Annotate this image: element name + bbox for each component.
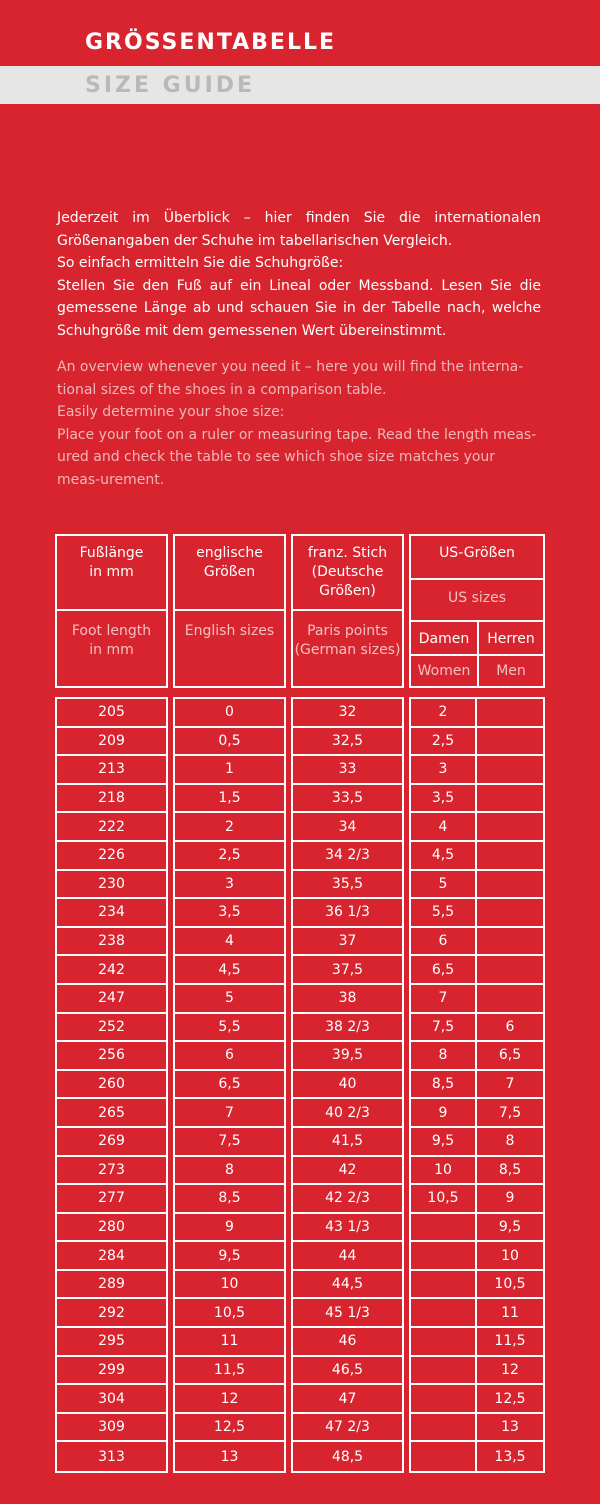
table-cell: 40 xyxy=(293,1071,402,1100)
table-cell: 299 xyxy=(57,1357,166,1386)
table-cell-men: 8 xyxy=(505,1133,515,1150)
table-row xyxy=(411,1014,543,1043)
table-cell: 295 xyxy=(57,1328,166,1357)
table-cell: 238 xyxy=(57,928,166,957)
table-row xyxy=(411,1157,543,1186)
header-label: US sizes xyxy=(447,590,507,606)
table-cell-men xyxy=(477,985,543,1012)
table-row xyxy=(411,1242,543,1271)
table-cell: 260 xyxy=(57,1071,166,1100)
table-cell: 289 xyxy=(57,1271,166,1300)
table-cell: 292 xyxy=(57,1299,166,1328)
header-label: Fußlänge xyxy=(79,545,144,561)
header-label: (Deutsche xyxy=(311,564,384,580)
table-row xyxy=(411,928,543,957)
table-row xyxy=(411,813,543,842)
table-cell: 34 2/3 xyxy=(293,842,402,871)
table-row xyxy=(411,1385,543,1414)
table-cell: 8,5 xyxy=(175,1185,284,1214)
header-label: Herren xyxy=(487,631,535,647)
table-cell: 5,5 xyxy=(175,1014,284,1043)
table-cell: 252 xyxy=(57,1014,166,1043)
table-cell: 42 2/3 xyxy=(293,1185,402,1214)
table-cell: 34 xyxy=(293,813,402,842)
table-cell: 35,5 xyxy=(293,871,402,900)
table-cell-women xyxy=(411,1242,477,1269)
header-label: Paris points xyxy=(307,623,388,639)
table-cell-women: 7 xyxy=(411,985,477,1012)
header-label: in mm xyxy=(89,564,134,580)
table-cell-men: 10,5 xyxy=(494,1276,526,1293)
table-row xyxy=(411,1042,543,1071)
table-row xyxy=(411,985,543,1014)
table-cell-men: 9,5 xyxy=(498,1218,522,1235)
table-cell: 209 xyxy=(57,728,166,757)
header-label: in mm xyxy=(89,642,134,658)
table-row xyxy=(411,1357,543,1386)
table-cell-men xyxy=(477,756,543,783)
table-cell: 32 xyxy=(293,699,402,728)
column-us-sizes xyxy=(409,697,545,1473)
page-title: GRÖSSENTABELLE xyxy=(85,30,337,55)
table-cell-women: 9 xyxy=(411,1099,477,1126)
table-cell-women xyxy=(411,1299,477,1326)
table-cell-men: 12,5 xyxy=(494,1390,526,1407)
table-cell: 242 xyxy=(57,956,166,985)
table-cell: 313 xyxy=(98,1448,125,1465)
table-cell: 42 xyxy=(293,1157,402,1186)
table-cell: 47 xyxy=(293,1385,402,1414)
intro-en-paragraph: Easily determine your shoe size: xyxy=(57,404,285,420)
table-cell-men: 11,5 xyxy=(494,1333,526,1350)
table-cell: 41,5 xyxy=(293,1128,402,1157)
table-cell: 4,5 xyxy=(175,956,284,985)
table-cell: 1 xyxy=(175,756,284,785)
table-cell-women: 7,5 xyxy=(411,1014,477,1041)
table-cell: 2,5 xyxy=(175,842,284,871)
table-cell-women: 5,5 xyxy=(411,899,477,926)
intro-en-paragraph: An overview whenever you need it – here you will find the interna-tional sizes of the shoes in a comparison table. xyxy=(57,359,524,398)
table-cell: 1,5 xyxy=(175,785,284,814)
header-label: English sizes xyxy=(184,623,275,639)
table-cell-men: 8,5 xyxy=(498,1161,522,1178)
table-cell: 32,5 xyxy=(293,728,402,757)
table-row xyxy=(411,756,543,785)
table-cell: 304 xyxy=(57,1385,166,1414)
table-cell-men xyxy=(477,899,543,926)
table-cell: 213 xyxy=(57,756,166,785)
table-cell: 43 1/3 xyxy=(293,1214,402,1243)
table-cell: 47 2/3 xyxy=(293,1414,402,1443)
table-cell: 3 xyxy=(175,871,284,900)
table-row xyxy=(411,842,543,871)
table-cell: 277 xyxy=(57,1185,166,1214)
intro-english xyxy=(57,356,541,491)
table-cell-men xyxy=(477,842,543,869)
table-cell: 6,5 xyxy=(175,1071,284,1100)
table-cell: 33,5 xyxy=(293,785,402,814)
table-cell-women: 3,5 xyxy=(411,785,477,812)
table-cell: 3,5 xyxy=(175,899,284,928)
table-cell-men: 10 xyxy=(501,1247,519,1264)
table-cell: 7 xyxy=(175,1099,284,1128)
intro-german xyxy=(57,207,541,342)
intro-de-paragraph: Jederzeit im Überblick – hier finden Sie die internationalen Größenangaben der Schuhe im tabellarischen Vergleich. xyxy=(57,210,541,249)
table-cell-women xyxy=(411,1385,477,1412)
table-cell-women: 3 xyxy=(411,756,477,783)
table-cell: 39,5 xyxy=(293,1042,402,1071)
table-cell: 273 xyxy=(57,1157,166,1186)
table-cell: 265 xyxy=(57,1099,166,1128)
intro-de-paragraph: Stellen Sie den Fuß auf ein Lineal oder Messband. Lesen Sie die gemessene Länge ab und schauen Sie in der Tabelle nach, welche Schuhgröße mit dem gemessenen Wert übereinstimmt. xyxy=(57,277,541,339)
table-cell: 46 xyxy=(293,1328,402,1357)
table-cell-women xyxy=(411,1414,477,1441)
table-row xyxy=(411,899,543,928)
table-cell-men: 12 xyxy=(501,1361,519,1378)
table-cell: 36 1/3 xyxy=(293,899,402,928)
header-label: Foot length xyxy=(71,623,152,639)
table-row xyxy=(411,1071,543,1100)
table-cell-men: 9 xyxy=(505,1190,515,1207)
header-label: US-Größen xyxy=(439,545,515,561)
table-cell: 234 xyxy=(57,899,166,928)
table-cell-women: 2 xyxy=(411,699,477,726)
table-cell: 4 xyxy=(175,928,284,957)
table-cell: 44,5 xyxy=(293,1271,402,1300)
table-cell: 9 xyxy=(175,1214,284,1243)
table-cell-women: 6,5 xyxy=(411,956,477,983)
table-cell: 269 xyxy=(57,1128,166,1157)
table-cell-women: 4 xyxy=(411,813,477,840)
header-label: (German sizes) xyxy=(294,642,401,658)
table-cell-women: 6 xyxy=(411,928,477,955)
table-cell: 6 xyxy=(175,1042,284,1071)
page-subtitle: SIZE GUIDE xyxy=(85,73,256,98)
table-row xyxy=(411,1271,543,1300)
table-cell-women xyxy=(411,1328,477,1355)
table-cell-men: 13 xyxy=(501,1419,519,1436)
table-cell-men: 7,5 xyxy=(498,1104,522,1121)
table-cell-men xyxy=(477,871,543,898)
table-cell: 309 xyxy=(57,1414,166,1443)
table-cell: 0 xyxy=(175,699,284,728)
table-row xyxy=(411,1442,543,1471)
table-cell: 48,5 xyxy=(331,1448,364,1465)
table-cell-women xyxy=(411,1214,477,1241)
table-cell: 45 1/3 xyxy=(293,1299,402,1328)
table-cell-men xyxy=(477,699,543,726)
table-cell: 256 xyxy=(57,1042,166,1071)
table-row xyxy=(411,1328,543,1357)
table-cell: 37,5 xyxy=(293,956,402,985)
header-label: franz. Stich xyxy=(307,545,388,561)
header-label: Women xyxy=(417,663,471,679)
intro-en-paragraph: Place your foot on a ruler or measuring tape. Read the length meas-ured and check the table to see which shoe size matches your meas-urement. xyxy=(57,426,537,488)
header-us-sizes xyxy=(409,534,545,688)
header-label: Größen xyxy=(203,564,256,580)
table-row xyxy=(411,1414,543,1443)
column-english-sizes xyxy=(173,697,286,1473)
table-cell: 44 xyxy=(293,1242,402,1271)
table-cell-men xyxy=(477,813,543,840)
table-row xyxy=(411,1214,543,1243)
table-row xyxy=(411,1299,543,1328)
column-paris-points xyxy=(291,697,404,1473)
header-foot-length xyxy=(55,534,168,688)
column-foot-length xyxy=(55,697,168,1473)
table-cell: 2 xyxy=(175,813,284,842)
table-cell-women xyxy=(411,1271,477,1298)
table-cell-men xyxy=(477,785,543,812)
table-cell-women: 8 xyxy=(411,1042,477,1069)
table-cell-women: 5 xyxy=(411,871,477,898)
table-cell: 5 xyxy=(175,985,284,1014)
table-cell: 9,5 xyxy=(175,1242,284,1271)
table-cell: 13 xyxy=(220,1448,239,1465)
table-cell-men: 6 xyxy=(505,1018,515,1035)
table-cell: 7,5 xyxy=(175,1128,284,1157)
header-label: Damen xyxy=(418,631,470,647)
table-cell: 38 xyxy=(293,985,402,1014)
table-cell: 37 xyxy=(293,928,402,957)
header-label: Men xyxy=(496,663,526,679)
intro-de-paragraph: So einfach ermitteln Sie die Schuhgröße: xyxy=(57,255,344,271)
table-cell-men xyxy=(477,728,543,755)
table-cell-men: 11 xyxy=(501,1304,519,1321)
table-cell: 222 xyxy=(57,813,166,842)
header-label: englische xyxy=(196,545,263,561)
table-cell: 280 xyxy=(57,1214,166,1243)
table-cell: 8 xyxy=(175,1157,284,1186)
table-row xyxy=(411,871,543,900)
table-cell: 205 xyxy=(57,699,166,728)
table-cell-men xyxy=(477,928,543,955)
table-cell: 0,5 xyxy=(175,728,284,757)
table-cell: 10 xyxy=(175,1271,284,1300)
table-cell: 33 xyxy=(293,756,402,785)
table-row xyxy=(411,1185,543,1214)
header-label: Größen) xyxy=(319,583,376,599)
table-cell-women: 8,5 xyxy=(411,1071,477,1098)
table-cell: 11,5 xyxy=(175,1357,284,1386)
table-cell: 11 xyxy=(175,1328,284,1357)
table-cell: 40 2/3 xyxy=(293,1099,402,1128)
table-cell: 218 xyxy=(57,785,166,814)
header-paris-points xyxy=(291,534,404,688)
table-cell: 10,5 xyxy=(175,1299,284,1328)
table-cell: 284 xyxy=(57,1242,166,1271)
table-cell-women xyxy=(411,1442,477,1471)
table-cell: 230 xyxy=(57,871,166,900)
table-cell-men: 7 xyxy=(505,1076,515,1093)
table-row xyxy=(411,728,543,757)
table-cell-women xyxy=(411,1357,477,1384)
table-cell-women: 10,5 xyxy=(411,1185,477,1212)
table-row xyxy=(411,1128,543,1157)
table-cell-men: 13,5 xyxy=(494,1448,526,1465)
table-cell: 12,5 xyxy=(175,1414,284,1443)
table-cell-men xyxy=(477,956,543,983)
table-cell: 226 xyxy=(57,842,166,871)
table-cell-women: 10 xyxy=(411,1157,477,1184)
table-cell: 46,5 xyxy=(293,1357,402,1386)
table-cell-women: 9,5 xyxy=(411,1128,477,1155)
table-cell-women: 2,5 xyxy=(411,728,477,755)
header-english-sizes xyxy=(173,534,286,688)
table-cell-women: 4,5 xyxy=(411,842,477,869)
table-row xyxy=(411,1099,543,1128)
table-row xyxy=(411,785,543,814)
table-cell-men: 6,5 xyxy=(498,1047,522,1064)
table-row xyxy=(411,699,543,728)
table-row xyxy=(411,956,543,985)
table-cell: 38 2/3 xyxy=(293,1014,402,1043)
table-cell: 12 xyxy=(175,1385,284,1414)
table-cell: 247 xyxy=(57,985,166,1014)
